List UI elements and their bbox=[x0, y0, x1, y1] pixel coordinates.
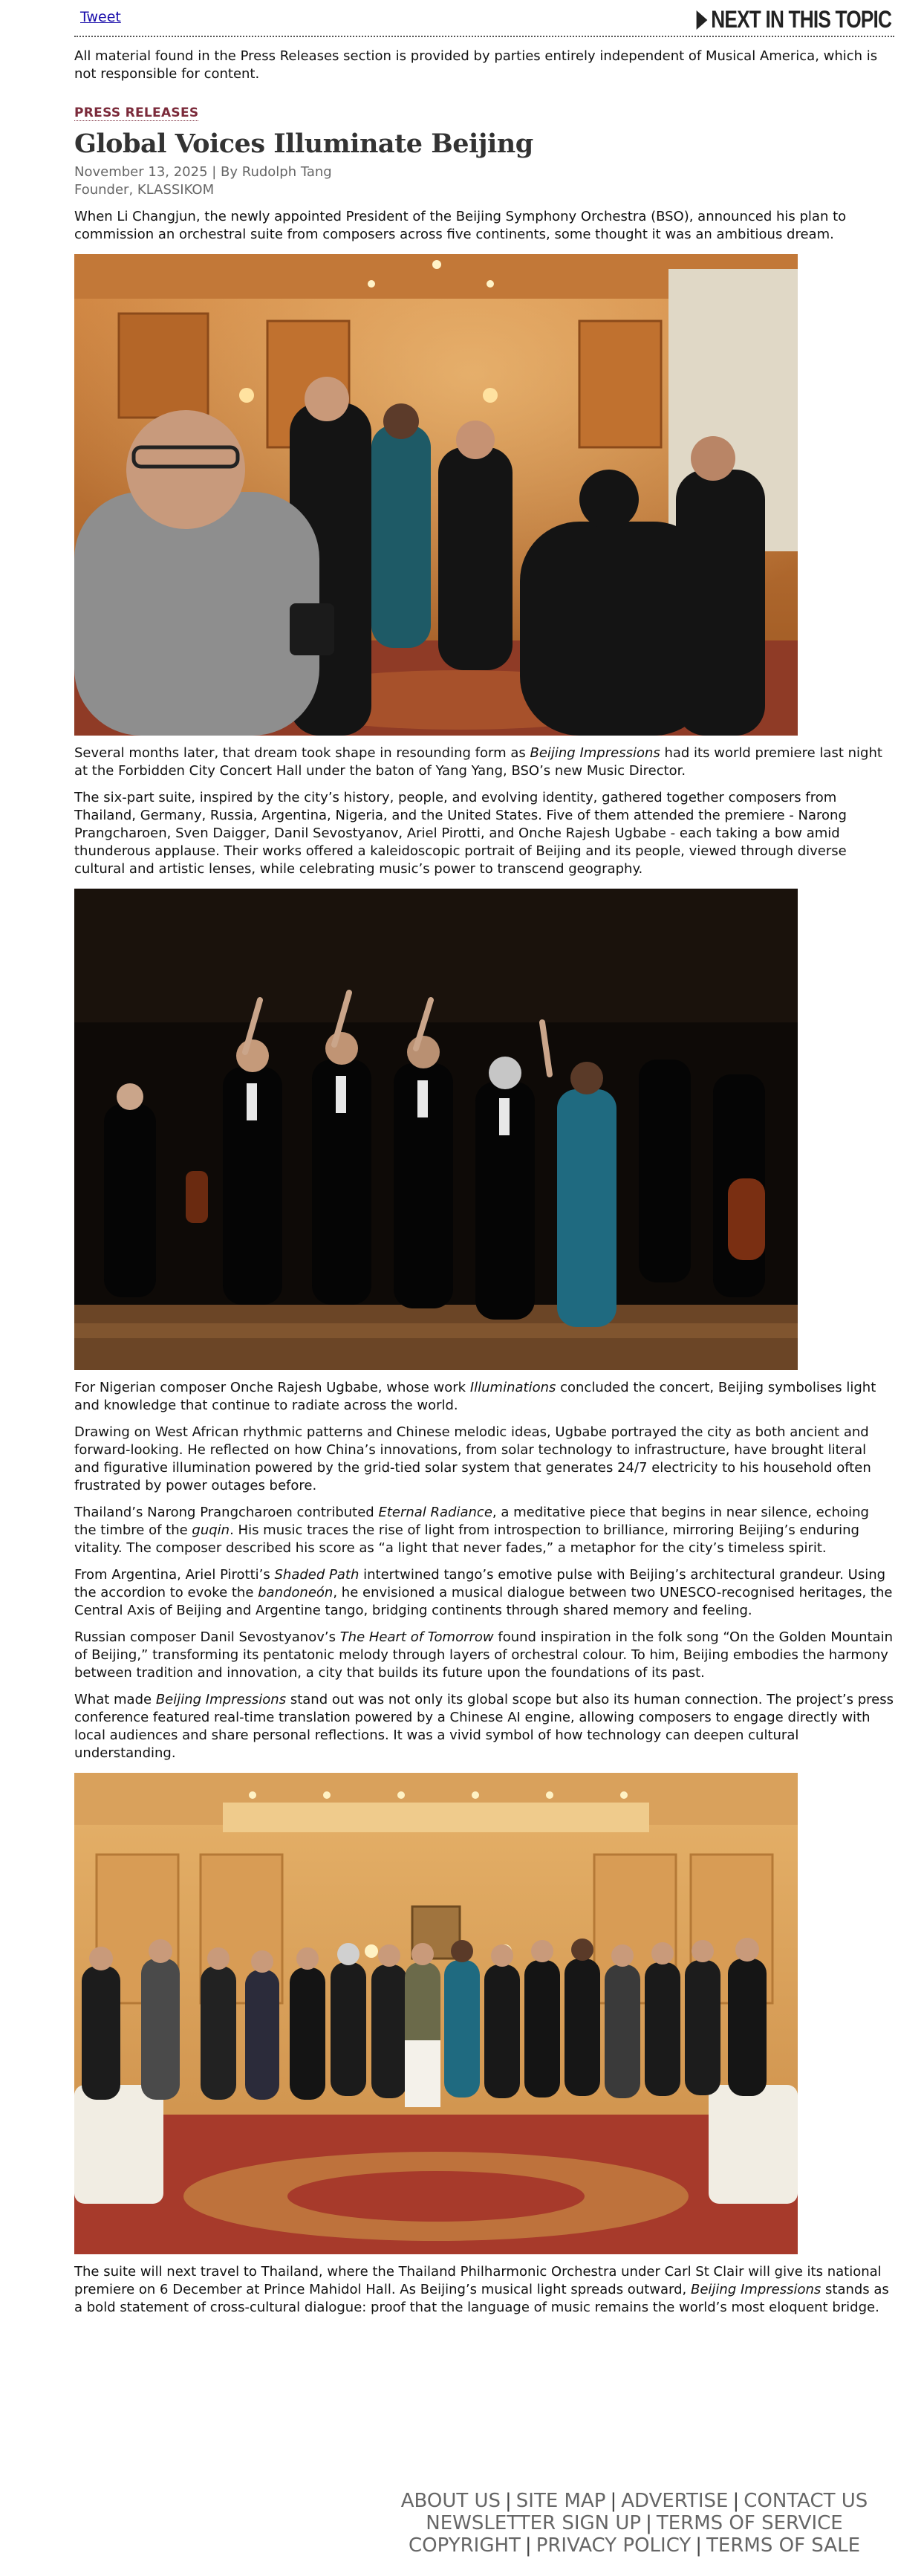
footer-link-about-us[interactable]: ABOUT US bbox=[400, 2490, 501, 2512]
footer-separator: | bbox=[645, 2512, 652, 2534]
photo-reception-room-image bbox=[74, 254, 798, 736]
article-paragraph: When Li Changjun, the newly appointed President of the Beijing Symphony Orchestra (BSO), announced his plan to commission an orchestral suite from composers across five continents, some thought it was an ambitious dream. bbox=[74, 209, 847, 242]
footer-separator: | bbox=[610, 2490, 617, 2512]
footer-link-terms-of-service[interactable]: TERMS OF SERVICE bbox=[656, 2512, 843, 2534]
photo-concert-stage-bow-image bbox=[74, 889, 798, 1370]
footer-separator: | bbox=[505, 2490, 512, 2512]
top-bar bbox=[74, 0, 894, 37]
footer-links bbox=[374, 2490, 894, 2557]
press-release-disclaimer: All material found in the Press Releases section is provided by parties entirely independent of Musical America, which is not responsible for content. bbox=[74, 48, 878, 82]
article-paragraph: Russian composer Danil Sevostyanov’s The Heart of Tomorrow found inspiration in the folk song “On the Golden Mountain of Beijing,” transforming its pentatonic melody through layers of orchestral colour. To him, Beijing embodies the harmony between tradition and innovation, a city that builds its future upon the foundations of its past. bbox=[74, 1629, 894, 1681]
photo-concert-stage-bow bbox=[74, 889, 798, 1370]
footer-link-advertise[interactable]: ADVERTISE bbox=[621, 2490, 729, 2512]
footer-link-privacy-policy[interactable]: PRIVACY POLICY bbox=[536, 2534, 692, 2557]
article-paragraph: The suite will next travel to Thailand, where the Thailand Philharmonic Orchestra under Carl St Clair will give its national premiere on 6 December at Prince Mahidol Hall. As Beijing’s musical light spreads outward, Beijing Impressions stands as a bold statement of cross-cultural dialogue: proof that the language of music remains the world’s most eloquent bridge. bbox=[74, 2264, 889, 2315]
tweet-link[interactable]: Tweet bbox=[80, 9, 121, 25]
article-title: Global Voices Illuminate Beijing bbox=[74, 129, 533, 159]
footer-separator: | bbox=[695, 2534, 703, 2557]
article-paragraph: The six-part suite, inspired by the city’s history, people, and evolving identity, gathered together composers from Thailand, Germany, Russia, Argentina, Nigeria, and the United States. Five of them attended the premiere - Narong Prangcharoen, Sven Daigger, Danil Sevostyanov, Ariel Pirotti, and Onche Rajesh Ugbabe - each taking a bow amid thunderous applause. Their works offered a kaleidoscopic portrait of Beijing and its people, viewed through diverse cultural and artistic lenses, while celebrating music’s power to transcend geography. bbox=[74, 790, 847, 877]
article-paragraph: Several months later, that dream took shape in resounding form as Beijing Impressions had its world premiere last night at the Forbidden City Concert Hall under the baton of Yang Yang, BSO’s new Music Director. bbox=[74, 745, 882, 779]
article-paragraph: Thailand’s Narong Prangcharoen contributed Eternal Radiance, a meditative piece that begins in near silence, echoing the timbre of the guqin. His music traces the rise of light from introspection to brilliance, mirroring Beijing’s enduring vitality. The composer described his score as “a light that never fades,” a metaphor for the city’s timeless spirit. bbox=[74, 1505, 869, 1556]
article-paragraph: Drawing on West African rhythmic patterns and Chinese melodic ideas, Ugbabe portrayed the city as both ancient and forward-looking. He reflected on how China’s innovations, from solar technology to infrastructure, have brought literal and figurative illumination powered by the grid-tied solar system that generates 24/7 electricity to his household often frustrated by power outages before. bbox=[74, 1424, 871, 1493]
footer-link-newsletter-sign-up[interactable]: NEWSLETTER SIGN UP bbox=[426, 2512, 642, 2534]
article-paragraph: From Argentina, Ariel Pirotti’s Shaded Path intertwined tango’s emotive pulse with Beijing’s architectural grandeur. Using the accordion to evoke the bandoneón, he envisioned a musical dialogue between two UNESCO-recognised heritages, the Central Axis of Beijing and Argentine tango, bridging continents through shared memory and feeling. bbox=[74, 1567, 893, 1618]
footer-link-copyright[interactable]: COPYRIGHT bbox=[409, 2534, 521, 2557]
footer-separator: | bbox=[732, 2490, 740, 2512]
footer-link-site-map[interactable]: SITE MAP bbox=[515, 2490, 606, 2512]
article-paragraph: What made Beijing Impressions stand out was not only its global scope but also its human connection. The project’s press conference featured real-time translation powered by a Chinese AI engine, allowing composers to engage directly with local audiences and share personal reflections. It was a vivid symbol of how technology can deepen cultural understanding. bbox=[74, 1692, 894, 1761]
byline-date-author: November 13, 2025 | By Rudolph Tang bbox=[74, 164, 332, 180]
photo-group-hall-image bbox=[74, 1773, 798, 2254]
page bbox=[74, 0, 894, 2317]
byline-author-role: Founder, KLASSIKOM bbox=[74, 182, 215, 198]
footer-link-terms-of-sale[interactable]: TERMS OF SALE bbox=[706, 2534, 860, 2557]
footer-row-3 bbox=[374, 2534, 894, 2557]
photo-group-hall bbox=[74, 1773, 798, 2254]
footer-separator: | bbox=[524, 2534, 532, 2557]
next-in-this-topic-label: NEXT IN THIS TOPIC bbox=[711, 6, 891, 33]
footer-row-2 bbox=[374, 2512, 894, 2534]
footer-link-contact-us[interactable]: CONTACT US bbox=[744, 2490, 868, 2512]
section-label-press-releases[interactable]: PRESS RELEASES bbox=[74, 106, 199, 120]
footer-row-1 bbox=[374, 2490, 894, 2512]
play-arrow-icon bbox=[697, 10, 708, 30]
photo-reception-room bbox=[74, 254, 798, 736]
next-in-this-topic-link[interactable] bbox=[697, 6, 891, 33]
article-paragraph: For Nigerian composer Onche Rajesh Ugbabe, whose work Illuminations concluded the concert, Beijing symbolises light and knowledge that continue to radiate across the world. bbox=[74, 1380, 876, 1413]
